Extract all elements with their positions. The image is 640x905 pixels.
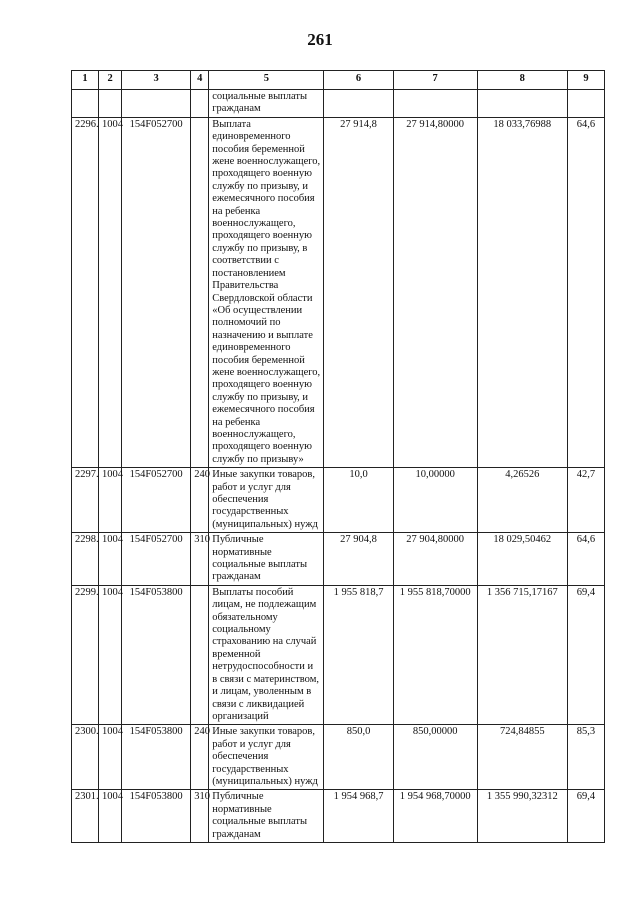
item-name: Публичные нормативные социальные выплаты гражданам: [209, 790, 324, 843]
item-name: Иные закупки товаров, работ и услуг для обеспечения государственных (муниципальных) нужд: [209, 468, 324, 533]
planned-amount: 1 955 818,70000: [393, 585, 477, 724]
planned-amount: 1 954 968,70000: [393, 790, 477, 843]
expense-type: [191, 585, 209, 724]
table-row: [72, 117, 605, 467]
approved-amount: 27 914,8: [324, 117, 393, 467]
row-number: 2297.: [72, 468, 99, 533]
approved-amount: 27 904,8: [324, 533, 393, 586]
page-number: 261: [307, 30, 333, 49]
executed-amount: 4,26526: [477, 468, 567, 533]
expense-type: [191, 117, 209, 467]
section-code: 1004: [99, 725, 122, 790]
row-number: 2298.: [72, 533, 99, 586]
table-row: [72, 585, 605, 724]
table-row: [72, 725, 605, 790]
item-name: Выплата единовременного пособия беременной жене военнослужащего, проходящего военную службу по призыву, и ежемесячного пособия на ребенка военнослужащего, проходящего военную службу по призыву, в соответствии с постановлением Правительства Свердловской области «Об осуществлении полномочий по назначению и выплате единовременного пособия беременной жене военнослужащего, проходящего военную службу по призыву, и ежемесячного пособия на ребенка военнослужащего, проходящего военную службу по призыву»: [209, 117, 324, 467]
target-code: 154F052700: [122, 117, 191, 467]
item-name: Выплаты пособий лицам, не подлежащим обязательному социальному страхованию на случай временной нетрудоспособности и в связи с материнством, и лицам, уволенным в связи с ликвидацией организаций: [209, 585, 324, 724]
header-cell: 2: [99, 71, 122, 90]
row-number: 2301.: [72, 790, 99, 843]
planned-amount: 27 914,80000: [393, 117, 477, 467]
target-code: 154F053800: [122, 585, 191, 724]
header-cell: 4: [191, 71, 209, 90]
header-row: [72, 71, 605, 90]
section-code: 1004: [99, 533, 122, 586]
executed-amount: 1 356 715,17167: [477, 585, 567, 724]
percent-executed: 69,4: [567, 585, 604, 724]
executed-amount: 18 033,76988: [477, 117, 567, 467]
header-cell: 9: [567, 71, 604, 90]
expense-type: 240: [191, 468, 209, 533]
row-number: 2296.: [72, 117, 99, 467]
target-code: 154F052700: [122, 533, 191, 586]
percent-executed: 85,3: [567, 725, 604, 790]
budget-table: [71, 70, 605, 843]
header-cell: 8: [477, 71, 567, 90]
continuation-name: социальные выплаты гражданам: [209, 90, 324, 118]
item-name: Иные закупки товаров, работ и услуг для обеспечения государственных (муниципальных) нужд: [209, 725, 324, 790]
planned-amount: 850,00000: [393, 725, 477, 790]
row-number: 2299.: [72, 585, 99, 724]
header-cell: 6: [324, 71, 393, 90]
table-row: [72, 790, 605, 843]
percent-executed: 64,6: [567, 117, 604, 467]
percent-executed: 42,7: [567, 468, 604, 533]
expense-type: 310: [191, 790, 209, 843]
executed-amount: 724,84855: [477, 725, 567, 790]
percent-executed: 64,6: [567, 533, 604, 586]
planned-amount: 27 904,80000: [393, 533, 477, 586]
target-code: 154F053800: [122, 790, 191, 843]
expense-type: 240: [191, 725, 209, 790]
target-code: 154F052700: [122, 468, 191, 533]
planned-amount: 10,00000: [393, 468, 477, 533]
row-number: 2300.: [72, 725, 99, 790]
continuation-row: [72, 90, 605, 118]
table-row: [72, 533, 605, 586]
percent-executed: 69,4: [567, 790, 604, 843]
approved-amount: 1 955 818,7: [324, 585, 393, 724]
expense-type: 310: [191, 533, 209, 586]
section-code: 1004: [99, 585, 122, 724]
section-code: 1004: [99, 790, 122, 843]
approved-amount: 850,0: [324, 725, 393, 790]
approved-amount: 1 954 968,7: [324, 790, 393, 843]
executed-amount: 1 355 990,32312: [477, 790, 567, 843]
section-code: 1004: [99, 117, 122, 467]
item-name: Публичные нормативные социальные выплаты гражданам: [209, 533, 324, 586]
target-code: 154F053800: [122, 725, 191, 790]
section-code: 1004: [99, 468, 122, 533]
header-cell: 5: [209, 71, 324, 90]
table-row: [72, 468, 605, 533]
approved-amount: 10,0: [324, 468, 393, 533]
header-cell: 7: [393, 71, 477, 90]
executed-amount: 18 029,50462: [477, 533, 567, 586]
header-cell: 3: [122, 71, 191, 90]
header-cell: 1: [72, 71, 99, 90]
